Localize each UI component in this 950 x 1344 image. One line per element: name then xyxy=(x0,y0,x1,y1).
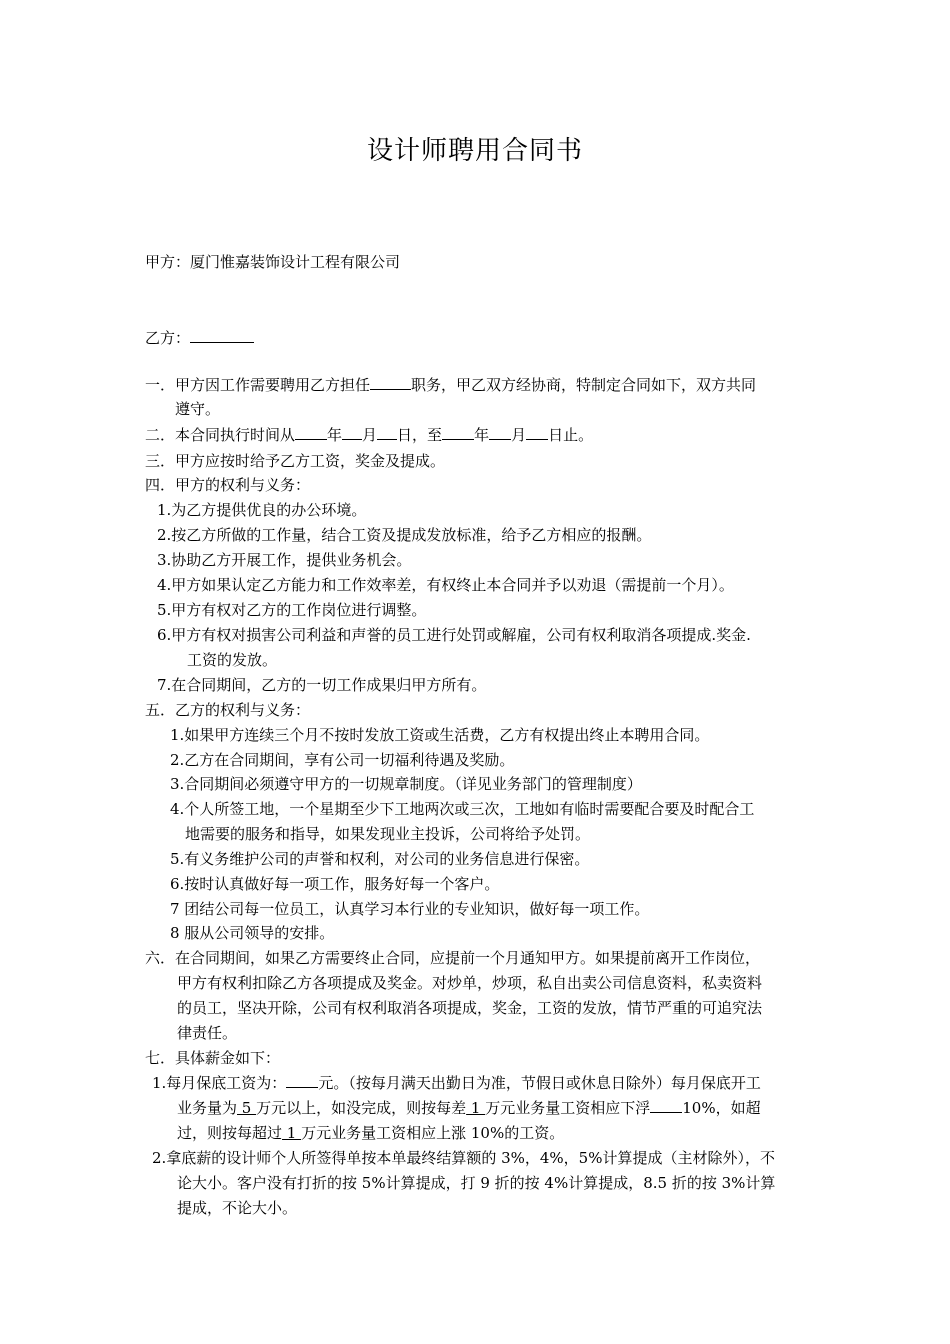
month-label: 月 xyxy=(362,426,378,444)
section-1-text-a: 一．甲方因工作需要聘用乙方担任 xyxy=(145,376,371,394)
section-4-item: 1.为乙方提供优良的办公环境。 xyxy=(157,501,367,519)
position-blank xyxy=(370,374,411,390)
salary-text: 过，则按每超过 xyxy=(177,1124,283,1142)
end-year-blank xyxy=(442,424,474,440)
section-7-heading: 七．具体薪金如下： xyxy=(145,1049,281,1067)
section-5-item: 2.乙方在合同期间，享有公司一切福利待遇及奖励。 xyxy=(170,751,515,769)
salary-item-2-line: 提成，不论大小。 xyxy=(177,1199,298,1217)
end-month-blank xyxy=(489,424,511,440)
salary-text: 10%，如超 xyxy=(682,1099,761,1117)
party-a: 甲方：厦门惟嘉装饰设计工程有限公司 xyxy=(145,253,401,271)
start-day-blank xyxy=(377,424,397,440)
section-4-item: 4.甲方如果认定乙方能力和工作效率差，有权终止本合同并予以劝退（需提前一个月）。 xyxy=(157,576,734,594)
salary-text: 业务量为 xyxy=(177,1099,238,1117)
section-4-item-cont: 工资的发放。 xyxy=(187,651,278,669)
section-5-heading: 五．乙方的权利与义务： xyxy=(145,701,311,719)
section-5-item: 3.合同期间必须遵守甲方的一切规章制度。（详见业务部门的管理制度） xyxy=(170,775,642,793)
quota-value: 5 xyxy=(237,1099,257,1117)
section-6-line: 甲方有权利扣除乙方各项提成及奖金。对炒单，炒项，私自出卖公司信息资料，私卖资料 xyxy=(177,974,763,992)
section-2 xyxy=(145,424,593,446)
excess-unit-value: 1 xyxy=(282,1124,302,1142)
decrease-blank xyxy=(650,1097,682,1113)
year-label: 年 xyxy=(327,426,343,444)
shortfall-unit-value: 1 xyxy=(466,1099,486,1117)
start-month-blank xyxy=(342,424,362,440)
section-4-item: 6.甲方有权对损害公司利益和声誉的员工进行处罚或解雇，公司有权利取消各项提成.奖金. xyxy=(157,626,751,644)
month-label-2: 月 xyxy=(511,426,527,444)
section-6-line: 律责任。 xyxy=(177,1024,238,1042)
section-5-item: 5.有义务维护公司的声誉和权利，对公司的业务信息进行保密。 xyxy=(170,850,590,868)
year-label-2: 年 xyxy=(474,426,490,444)
base-salary-blank xyxy=(286,1072,318,1088)
section-5-item: 4.个人所签工地，一个星期至少下工地两次或三次，工地如有临时需要配合要及时配合工 xyxy=(170,800,755,818)
salary-text: 万元业务量工资相应下浮 xyxy=(485,1099,651,1117)
section-4-heading: 四．甲方的权利与义务： xyxy=(145,476,311,494)
section-4-item: 2.按乙方所做的工作量，结合工资及提成发放标准，给予乙方相应的报酬。 xyxy=(157,526,652,544)
document-title: 设计师聘用合同书 xyxy=(366,136,583,166)
section-5-item-cont: 地需要的服务和指导，如果发现业主投诉，公司将给予处罚。 xyxy=(185,825,591,843)
salary-item-2-line: 论大小。客户没有打折的按 5%计算提成，打 9 折的按 4%计算提成，8.5 折的按 3%计算 xyxy=(177,1174,776,1192)
salary-item-1-line-3 xyxy=(177,1122,564,1144)
party-b xyxy=(145,327,254,349)
salary-item-1-line-2 xyxy=(177,1097,761,1119)
salary-item-2-line: 2.拿底薪的设计师个人所签得单按本单最终结算额的 3%，4%，5%计算提成（主材除外），不 xyxy=(152,1149,775,1167)
day-label: 日，至 xyxy=(397,426,443,444)
start-year-blank xyxy=(295,424,327,440)
section-1-line-2: 遵守。 xyxy=(175,400,221,418)
end-day-blank xyxy=(526,424,548,440)
section-6-line: 的员工，坚决开除，公司有权利取消各项提成，奖金，工资的发放，情节严重的可追究法 xyxy=(177,999,763,1017)
day-end-label: 日止。 xyxy=(548,426,594,444)
salary-text: 1.每月保底工资为： xyxy=(152,1074,287,1092)
section-3: 三．甲方应按时给予乙方工资，奖金及提成。 xyxy=(145,452,446,470)
section-5-item: 8 服从公司领导的安排。 xyxy=(170,924,335,942)
salary-text: 万元以上，如没完成，则按每差 xyxy=(256,1099,467,1117)
section-5-item: 7 团结公司每一位员工，认真学习本行业的专业知识，做好每一项工作。 xyxy=(170,900,650,918)
section-6-line: 六．在合同期间，如果乙方需要终止合同，应提前一个月通知甲方。如果提前离开工作岗位， xyxy=(145,949,761,967)
section-5-item: 6.按时认真做好每一项工作，服务好每一个客户。 xyxy=(170,875,500,893)
section-1-line-1 xyxy=(145,374,756,396)
salary-item-1-line-1 xyxy=(152,1072,761,1094)
party-b-blank xyxy=(190,327,254,343)
section-1-text-b: 职务，甲乙双方经协商，特制定合同如下，双方共同 xyxy=(411,376,757,394)
party-b-label: 乙方： xyxy=(145,329,191,347)
section-2-text: 二．本合同执行时间从 xyxy=(145,426,296,444)
section-5-item: 1.如果甲方连续三个月不按时发放工资或生活费，乙方有权提出终止本聘用合同。 xyxy=(170,726,710,744)
salary-text: 万元业务量工资相应上涨 10%的工资。 xyxy=(301,1124,565,1142)
salary-text: 元。（按每月满天出勤日为准，节假日或休息日除外）每月保底开工 xyxy=(318,1074,761,1092)
section-4-item: 5.甲方有权对乙方的工作岗位进行调整。 xyxy=(157,601,427,619)
section-4-item: 3.协助乙方开展工作，提供业务机会。 xyxy=(157,551,412,569)
section-4-item: 7.在合同期间，乙方的一切工作成果归甲方所有。 xyxy=(157,676,487,694)
